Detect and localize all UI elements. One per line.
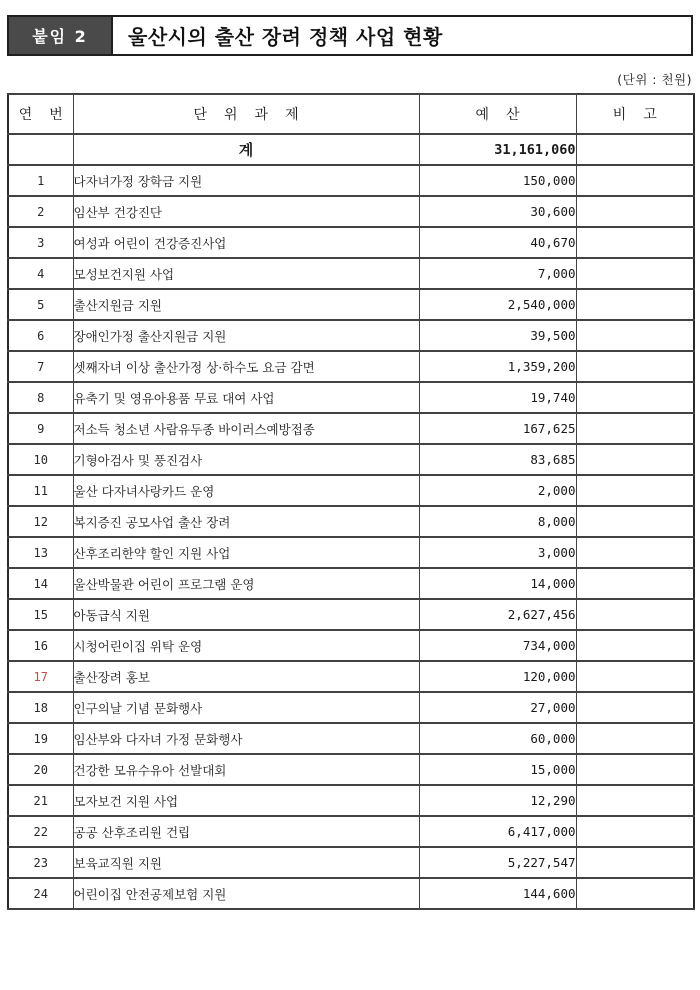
table-row xyxy=(8,847,694,878)
table-row xyxy=(8,754,694,785)
task-name: 기형아검사 및 풍진검사 xyxy=(73,444,419,475)
budget-value: 144,600 xyxy=(419,878,576,909)
remark-cell xyxy=(576,599,694,630)
task-name: 출산지원금 지원 xyxy=(73,289,419,320)
total-budget-value: 31,161,060 xyxy=(419,134,576,165)
remark-cell xyxy=(576,723,694,754)
row-number: 16 xyxy=(8,630,73,661)
col-header-remarks: 비 고 xyxy=(576,94,694,134)
table-row xyxy=(8,692,694,723)
table-row xyxy=(8,444,694,475)
budget-value: 734,000 xyxy=(419,630,576,661)
row-number: 3 xyxy=(8,227,73,258)
table-row xyxy=(8,723,694,754)
table-row xyxy=(8,413,694,444)
row-number: 14 xyxy=(8,568,73,599)
remark-cell xyxy=(576,568,694,599)
table-row xyxy=(8,599,694,630)
row-number: 13 xyxy=(8,537,73,568)
remark-cell xyxy=(576,289,694,320)
budget-value: 19,740 xyxy=(419,382,576,413)
budget-value: 150,000 xyxy=(419,165,576,196)
table-row xyxy=(8,289,694,320)
budget-value: 5,227,547 xyxy=(419,847,576,878)
task-name: 산후조리한약 할인 지원 사업 xyxy=(73,537,419,568)
table-row xyxy=(8,227,694,258)
budget-value: 83,685 xyxy=(419,444,576,475)
task-name: 인구의날 기념 문화행사 xyxy=(73,692,419,723)
row-number: 17 xyxy=(8,661,73,692)
document-header xyxy=(7,15,693,56)
table-row xyxy=(8,475,694,506)
row-number: 8 xyxy=(8,382,73,413)
budget-value: 2,540,000 xyxy=(419,289,576,320)
budget-value: 2,627,456 xyxy=(419,599,576,630)
page-title: 울산시의 출산 장려 정책 사업 현황 xyxy=(128,25,443,49)
table-row xyxy=(8,506,694,537)
budget-value: 12,290 xyxy=(419,785,576,816)
remark-cell xyxy=(576,444,694,475)
budget-table xyxy=(7,93,695,910)
budget-value: 167,625 xyxy=(419,413,576,444)
col-header-task: 단 위 과 제 xyxy=(73,94,419,134)
row-number: 9 xyxy=(8,413,73,444)
task-name: 여성과 어린이 건강증진사업 xyxy=(73,227,419,258)
budget-value: 1,359,200 xyxy=(419,351,576,382)
budget-value: 30,600 xyxy=(419,196,576,227)
remark-cell xyxy=(576,351,694,382)
task-name: 건강한 모유수유아 선발대회 xyxy=(73,754,419,785)
table-row xyxy=(8,165,694,196)
task-name: 아동급식 지원 xyxy=(73,599,419,630)
remark-cell xyxy=(576,413,694,444)
col-header-budget: 예 산 xyxy=(419,94,576,134)
row-number: 22 xyxy=(8,816,73,847)
task-name: 셋째자녀 이상 출산가정 상·하수도 요금 감면 xyxy=(73,351,419,382)
row-number: 21 xyxy=(8,785,73,816)
table-row xyxy=(8,382,694,413)
attachment-badge: 붙임 2 xyxy=(9,17,113,54)
budget-value: 40,670 xyxy=(419,227,576,258)
row-number: 23 xyxy=(8,847,73,878)
remark-cell xyxy=(576,692,694,723)
task-name: 장애인가정 출산지원금 지원 xyxy=(73,320,419,351)
row-number: 20 xyxy=(8,754,73,785)
remark-cell xyxy=(576,630,694,661)
unit-note: (단위 : 천원) xyxy=(617,72,692,87)
budget-value: 39,500 xyxy=(419,320,576,351)
budget-value: 7,000 xyxy=(419,258,576,289)
total-remark-cell xyxy=(576,134,694,165)
table-row xyxy=(8,568,694,599)
task-name: 복지증진 공모사업 출산 장려 xyxy=(73,506,419,537)
row-number: 24 xyxy=(8,878,73,909)
col-header-number: 연 번 xyxy=(8,94,73,134)
budget-value: 2,000 xyxy=(419,475,576,506)
task-name: 임산부 건강진단 xyxy=(73,196,419,227)
task-name: 저소득 청소년 사람유두종 바이러스예방접종 xyxy=(73,413,419,444)
budget-value: 120,000 xyxy=(419,661,576,692)
remark-cell xyxy=(576,878,694,909)
remark-cell xyxy=(576,196,694,227)
row-number: 10 xyxy=(8,444,73,475)
remark-cell xyxy=(576,227,694,258)
row-number: 7 xyxy=(8,351,73,382)
table-row xyxy=(8,816,694,847)
row-number: 12 xyxy=(8,506,73,537)
task-name: 유축기 및 영유아용품 무료 대여 사업 xyxy=(73,382,419,413)
remark-cell xyxy=(576,537,694,568)
remark-cell xyxy=(576,258,694,289)
budget-value: 8,000 xyxy=(419,506,576,537)
remark-cell xyxy=(576,382,694,413)
total-number-cell xyxy=(8,134,73,165)
task-name: 울산 다자녀사랑카드 운영 xyxy=(73,475,419,506)
task-name: 공공 산후조리원 건립 xyxy=(73,816,419,847)
task-name: 울산박물관 어린이 프로그램 운영 xyxy=(73,568,419,599)
budget-value: 6,417,000 xyxy=(419,816,576,847)
remark-cell xyxy=(576,165,694,196)
budget-value: 60,000 xyxy=(419,723,576,754)
table-row xyxy=(8,351,694,382)
task-name: 모성보건지원 사업 xyxy=(73,258,419,289)
table-header-row xyxy=(8,94,694,134)
budget-value: 14,000 xyxy=(419,568,576,599)
remark-cell xyxy=(576,785,694,816)
table-row xyxy=(8,258,694,289)
row-number: 11 xyxy=(8,475,73,506)
row-number: 5 xyxy=(8,289,73,320)
table-row xyxy=(8,320,694,351)
row-number: 4 xyxy=(8,258,73,289)
table-row xyxy=(8,537,694,568)
table-total-row xyxy=(8,134,694,165)
row-number: 6 xyxy=(8,320,73,351)
task-name: 다자녀가정 장학금 지원 xyxy=(73,165,419,196)
row-number: 2 xyxy=(8,196,73,227)
remark-cell xyxy=(576,661,694,692)
row-number: 18 xyxy=(8,692,73,723)
remark-cell xyxy=(576,816,694,847)
row-number: 1 xyxy=(8,165,73,196)
task-name: 임산부와 다자녀 가정 문화행사 xyxy=(73,723,419,754)
task-name: 시청어린이집 위탁 운영 xyxy=(73,630,419,661)
remark-cell xyxy=(576,320,694,351)
remark-cell xyxy=(576,754,694,785)
budget-value: 27,000 xyxy=(419,692,576,723)
budget-value: 15,000 xyxy=(419,754,576,785)
table-row xyxy=(8,630,694,661)
table-row xyxy=(8,661,694,692)
table-row xyxy=(8,196,694,227)
table-row xyxy=(8,785,694,816)
row-number: 19 xyxy=(8,723,73,754)
remark-cell xyxy=(576,506,694,537)
remark-cell xyxy=(576,847,694,878)
remark-cell xyxy=(576,475,694,506)
table-row xyxy=(8,878,694,909)
task-name: 출산장려 홍보 xyxy=(73,661,419,692)
task-name: 모자보건 지원 사업 xyxy=(73,785,419,816)
task-name: 보육교직원 지원 xyxy=(73,847,419,878)
task-name: 어린이집 안전공제보험 지원 xyxy=(73,878,419,909)
row-number: 15 xyxy=(8,599,73,630)
total-label: 계 xyxy=(73,134,419,165)
budget-value: 3,000 xyxy=(419,537,576,568)
